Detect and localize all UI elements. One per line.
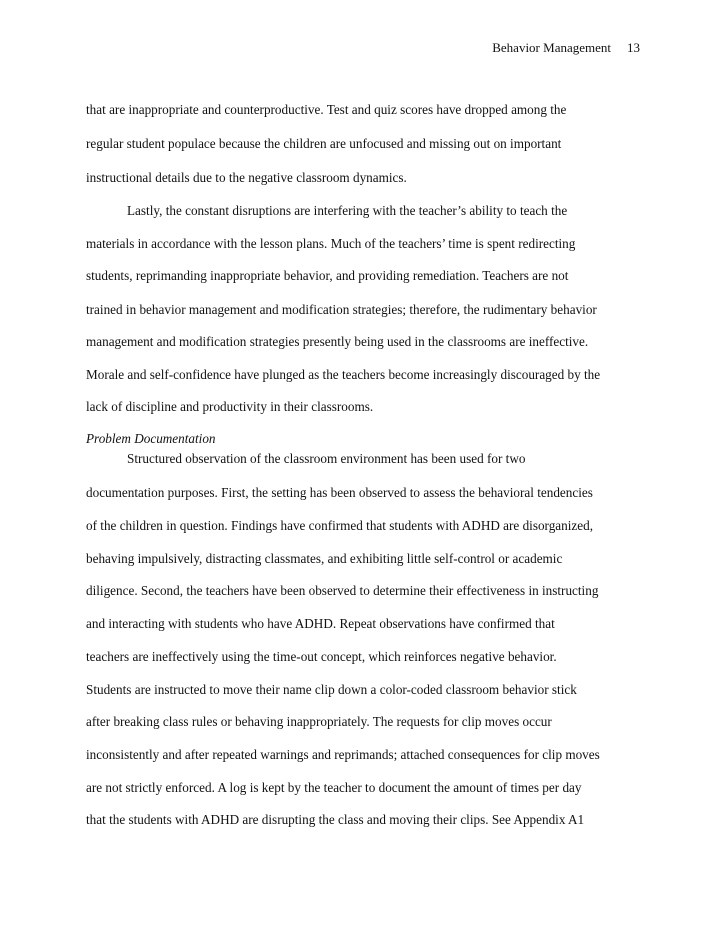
body-line: management and modification strategies presently being used in the classrooms are ineffective. xyxy=(86,334,589,349)
body-line: that the students with ADHD are disrupting the class and moving their clips. See Appendix A1 xyxy=(86,812,585,827)
body-line: Students are instructed to move their name clip down a color-coded classroom behavior stick xyxy=(86,682,577,697)
body-line: that are inappropriate and counterproductive. Test and quiz scores have dropped among the xyxy=(86,102,567,117)
body-line: Morale and self-confidence have plunged as the teachers become increasingly discouraged by the xyxy=(86,367,601,382)
body-line: inconsistently and after repeated warnings and reprimands; attached consequences for clip moves xyxy=(86,747,600,762)
body-line: students, reprimanding inappropriate behavior, and providing remediation. Teachers are not xyxy=(86,268,569,283)
section-heading: Problem Documentation xyxy=(86,431,216,446)
body-line: behaving impulsively, distracting classmates, and exhibiting little self-control or academic xyxy=(86,551,563,566)
body-line: lack of discipline and productivity in their classrooms. xyxy=(86,399,374,414)
page-number: 13 xyxy=(627,40,640,55)
body-line: after breaking class rules or behaving inappropriately. The requests for clip moves occur xyxy=(86,714,552,729)
running-head-title: Behavior Management xyxy=(492,40,611,55)
body-line: diligence. Second, the teachers have been observed to determine their effectiveness in instructing xyxy=(86,583,599,598)
running-header xyxy=(492,40,640,56)
body-line: regular student populace because the children are unfocused and missing out on important xyxy=(86,136,562,151)
body-line: and interacting with students who have ADHD. Repeat observations have confirmed that xyxy=(86,616,555,631)
body-line: documentation purposes. First, the setting has been observed to assess the behavioral tendencies xyxy=(86,485,593,500)
body-line: are not strictly enforced. A log is kept by the teacher to document the amount of times per day xyxy=(86,780,582,795)
body-line: instructional details due to the negative classroom dynamics. xyxy=(86,170,407,185)
body-line: of the children in question. Findings have confirmed that students with ADHD are disorganized, xyxy=(86,518,594,533)
body-line: trained in behavior management and modification strategies; therefore, the rudimentary behavior xyxy=(86,302,597,317)
body-line: Lastly, the constant disruptions are interfering with the teacher’s ability to teach the xyxy=(127,203,568,218)
body-line: Structured observation of the classroom environment has been used for two xyxy=(127,451,526,466)
body-line: materials in accordance with the lesson plans. Much of the teachers’ time is spent redirecting xyxy=(86,236,576,251)
body-line: teachers are ineffectively using the time-out concept, which reinforces negative behavior. xyxy=(86,649,557,664)
